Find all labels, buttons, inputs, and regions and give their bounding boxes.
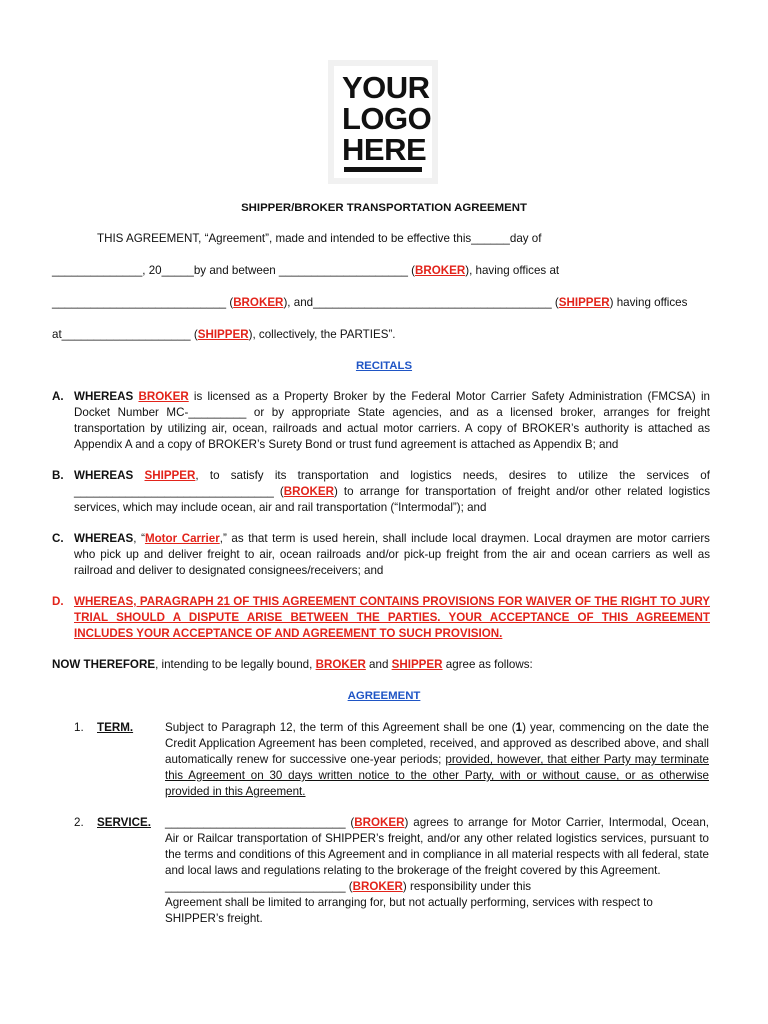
- intro-text: ), having offices at: [465, 264, 560, 277]
- broker-term: BROKER: [352, 880, 403, 893]
- intro-line-2: [52, 263, 559, 279]
- section-text: Agreement shall be limited to arranging for, but not actually performing, services with respect to SHIPPER’s freight.: [165, 896, 653, 925]
- broker-term: BROKER: [315, 658, 366, 671]
- term-years: 1: [515, 721, 523, 734]
- shipper-term: SHIPPER: [197, 328, 249, 341]
- recital-lead: WHEREAS: [74, 469, 134, 482]
- intro-text: ), collectively, the PARTIES”.: [248, 328, 396, 341]
- recitals-heading: RECITALS: [355, 360, 413, 372]
- intro-line-4: [52, 327, 396, 343]
- recital-text: is licensed as a Property Broker by the Federal Motor Carrier Safety Administration (FMCSA) in Docket Number MC-_________ or by appropriate State agencies, and as a licensed broker, arranges for freight transportation by utilizing air, ocean, railroads and actual motor carriers. A copy of BROKER’s authority is attached as Appendix A and a copy of BROKER’s Surety Bond or trust fund agreement is attached as Appendix B; and: [74, 390, 710, 451]
- document-title: SHIPPER/BROKER TRANSPORTATION AGREEMENT: [241, 202, 527, 214]
- recital-text: , to satisfy its transportation and logistics needs, desires to utilize the services of _______________________________ (: [74, 469, 710, 498]
- motor-carrier-term: Motor Carrier: [144, 532, 220, 545]
- section-text: ) year, commencing on the date the Credit Application Agreement has been completed, received, and approved as described above, and shall automatically renew for successive one-year periods;: [165, 721, 709, 766]
- jury-waiver-notice: WHEREAS, PARAGRAPH 21 OF THIS AGREEMENT CONTAINS PROVISIONS FOR WAIVER OF THE RIGHT TO JURY TRIAL SHOULD A DISPUTE ARISE BETWEEN THE PARTIES. YOUR ACCEPTANCE OF THIS AGREEMENT INCLUDES YOUR ACCEPTANCE OF AND AGREEMENT TO SUCH PROVISION.: [74, 595, 710, 640]
- broker-term: BROKER: [233, 296, 284, 309]
- now-lead: NOW THEREFORE: [52, 658, 156, 671]
- logo-line-2: LOGO: [342, 101, 432, 136]
- shipper-term: SHIPPER: [144, 469, 196, 482]
- now-text: , intending to be legally bound,: [155, 658, 316, 671]
- section-text: ) responsibility under this: [402, 880, 532, 893]
- broker-term: BROKER: [414, 264, 466, 277]
- section-title-service: SERVICE.: [97, 816, 151, 829]
- shipper-term: SHIPPER: [558, 296, 610, 309]
- section-title-term: TERM.: [97, 721, 134, 734]
- agreement-heading: AGREEMENT: [347, 690, 421, 702]
- recital-text: ,” as that term is used herein, shall include local draymen. Local draymen are motor carriers who pick up and deliver freight to air, ocean railroads and/or pick-up freight from the air and ocean carriers as well as railroad and deliver to designated consignees/receivers; and: [74, 532, 710, 577]
- broker-term: BROKER: [283, 485, 335, 498]
- intro-line-1: THIS AGREEMENT, “Agreement”, made and intended to be effective this______day of: [97, 232, 542, 245]
- section-number: 1.: [74, 721, 84, 734]
- now-therefore-line: [52, 657, 533, 673]
- section-text: ____________________________ (: [165, 880, 353, 893]
- recital-lead: WHEREAS: [74, 532, 134, 545]
- intro-line-3: [52, 295, 687, 311]
- intro-text: ) having offices: [609, 296, 688, 309]
- broker-term: BROKER: [354, 816, 405, 829]
- intro-text: at____________________ (: [52, 328, 198, 341]
- recital-lead: WHEREAS: [74, 390, 134, 403]
- recital-text: ) to arrange for transportation of freight and/or other related logistics services, which may include ocean, air and rail transportation (“Intermodal”); and: [74, 485, 710, 514]
- intro-text: ___________________________ (: [52, 296, 234, 309]
- broker-term: BROKER: [138, 390, 189, 403]
- section-text: Subject to Paragraph 12, the term of this Agreement shall be one (: [165, 721, 516, 734]
- section-text: ____________________________ (: [165, 816, 355, 829]
- logo-underline: [344, 167, 422, 172]
- intro-text: ______________, 20_____by and between ____________________ (: [52, 264, 415, 277]
- section-body-term: [165, 720, 709, 800]
- shipper-term: SHIPPER: [391, 658, 443, 671]
- recital-label: A.: [52, 390, 64, 403]
- recital-text: , “: [133, 532, 145, 545]
- section-body-service: [165, 815, 709, 927]
- logo-line-3: HERE: [342, 132, 427, 167]
- now-text: agree as follows:: [442, 658, 533, 671]
- logo-line-1: YOUR: [342, 70, 430, 105]
- intro-text: ), and_____________________________________ (: [283, 296, 559, 309]
- recital-label: D.: [52, 595, 64, 608]
- section-text: ) agrees to arrange for Motor Carrier, Intermodal, Ocean, Air or Railcar transportation of SHIPPER’s freight, and/or any other related logistics services, pursuant to the terms and conditions of this Agreement and in compliance in all material respects with all federal, state and local laws and regulations relating to the brokerage of the freight covered by this Agreement.: [165, 816, 709, 877]
- recital-label: B.: [52, 469, 64, 482]
- termination-proviso: provided, however, that either Party may terminate this Agreement on 30 days written notice to the other Party, with or without cause, or as otherwise provided in this Agreement.: [165, 753, 709, 798]
- section-number: 2.: [74, 816, 84, 829]
- recital-label: C.: [52, 532, 64, 545]
- now-text: and: [365, 658, 392, 671]
- company-logo-placeholder: [334, 66, 432, 178]
